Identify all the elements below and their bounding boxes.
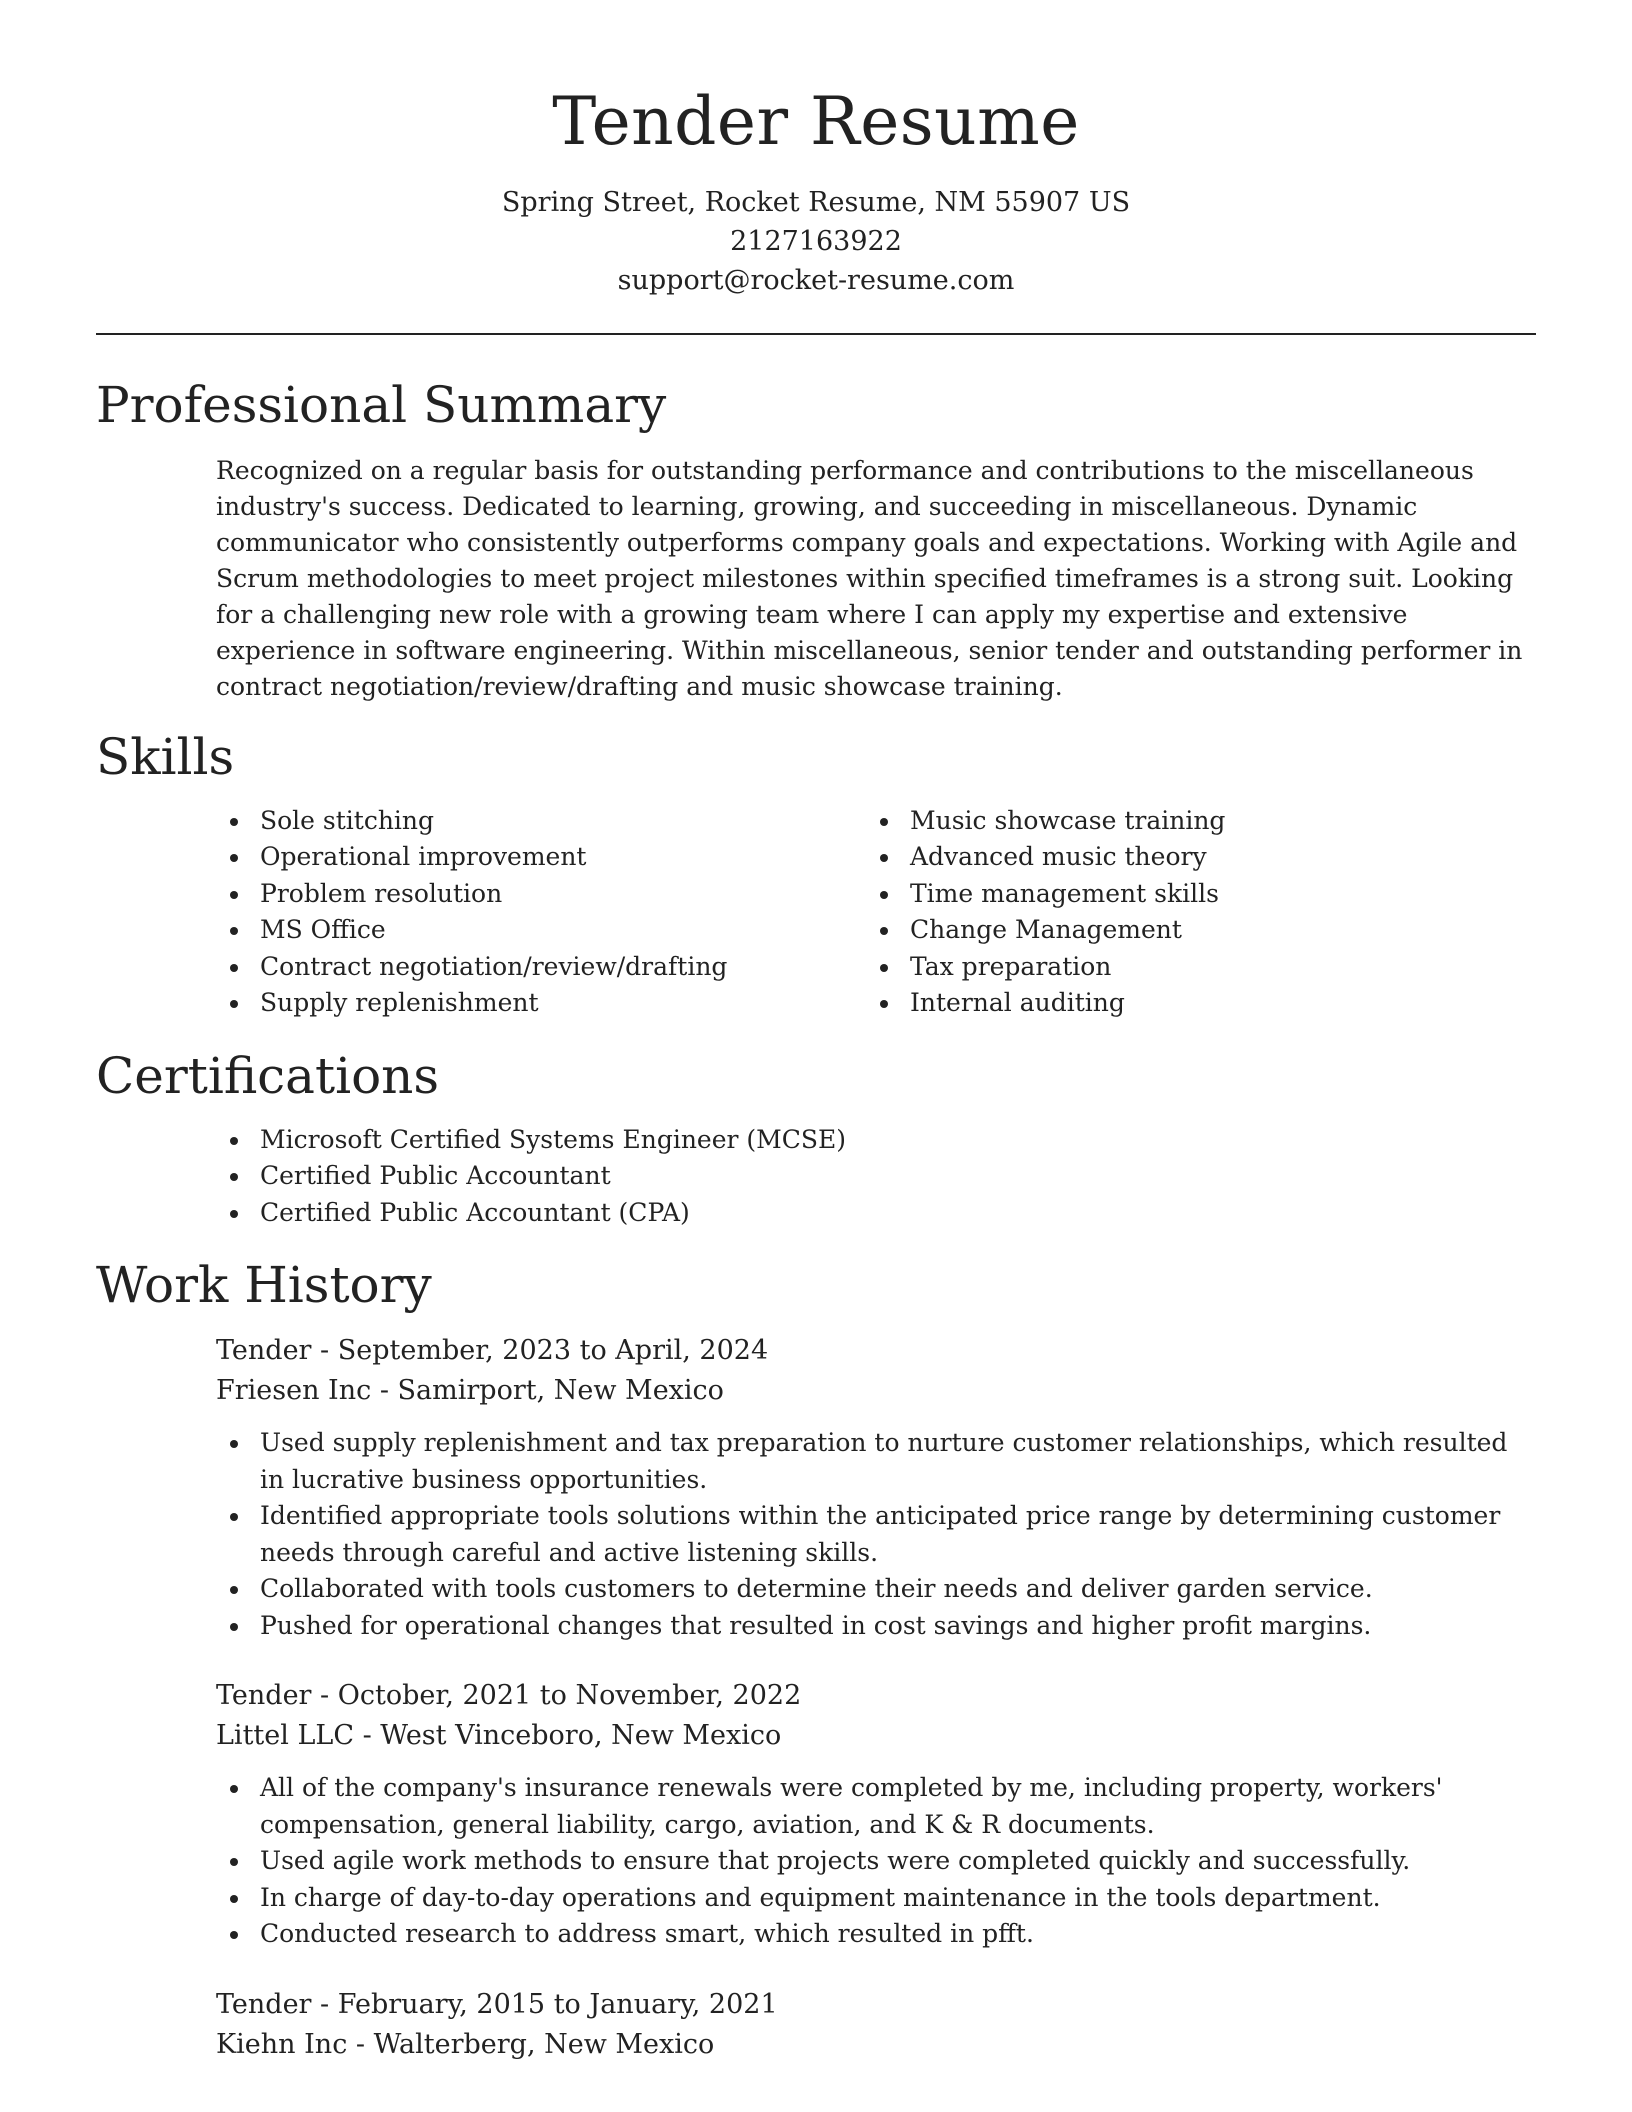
resume-header: [0, 0, 1632, 300]
certifications-heading: Certifications: [96, 1046, 440, 1105]
skill-item: Internal auditing: [866, 985, 1516, 1022]
job-bullet: Collaborated with tools customers to determine their needs and deliver garden service.: [216, 1571, 1536, 1608]
skill-item: Problem resolution: [216, 876, 866, 913]
job-title-line: Tender - October, 2021 to November, 2022: [216, 1680, 802, 1712]
skill-item: Sole stitching: [216, 803, 866, 840]
job-title-line: Tender - September, 2023 to April, 2024: [216, 1335, 769, 1367]
job-company-line: Friesen Inc - Samirport, New Mexico: [216, 1375, 724, 1407]
work-history-heading: Work History: [96, 1256, 432, 1315]
skill-item: MS Office: [216, 912, 866, 949]
job-company-line: Kiehn Inc - Walterberg, New Mexico: [216, 2028, 715, 2060]
skills-list-right: [866, 803, 1516, 1022]
skill-item: Time management skills: [866, 876, 1516, 913]
certification-item: Certified Public Accountant (CPA): [216, 1195, 1536, 1232]
job-bullets: [216, 1425, 1536, 1644]
job-dates: February, 2015 to January, 2021: [337, 1988, 778, 2020]
contact-phone: 2127163922: [730, 225, 902, 257]
job-bullet: In charge of day-to-day operations and equipment maintenance in the tools department.: [216, 1880, 1536, 1917]
certification-item: Certified Public Accountant: [216, 1158, 1536, 1195]
summary-heading: Professional Summary: [96, 375, 667, 434]
work-history-section: [96, 1255, 1536, 2065]
job-bullet: Used agile work methods to ensure that projects were completed quickly and successfully.: [216, 1843, 1536, 1880]
skills-grid: [216, 803, 1536, 1022]
skills-section: [96, 727, 1536, 1022]
job-location: West Vinceboro, New Mexico: [380, 1720, 782, 1752]
contact-email: support@rocket-resume.com: [617, 264, 1015, 296]
job-location: Walterberg, New Mexico: [373, 2028, 715, 2060]
job-bullets: [216, 1770, 1536, 1953]
certifications-section: [96, 1046, 1536, 1232]
job-entry: [216, 1985, 1536, 2065]
job-dates: September, 2023 to April, 2024: [337, 1335, 769, 1367]
skills-list-left: [216, 803, 866, 1022]
contact-address: Spring Street, Rocket Resume, NM 55907 US: [501, 186, 1131, 218]
contact-block: [0, 183, 1632, 300]
job-company-line: Littel LLC - West Vinceboro, New Mexico: [216, 1720, 782, 1752]
header-divider: [96, 333, 1536, 335]
job-entry: [216, 1331, 1536, 1644]
certification-item: Microsoft Certified Systems Engineer (MCSE): [216, 1122, 1536, 1159]
skill-item: Tax preparation: [866, 949, 1516, 986]
job-bullet: All of the company's insurance renewals were completed by me, including property, workers' compensation, general liability, cargo, aviation, and K & R documents.: [216, 1770, 1536, 1843]
job-company: Littel LLC: [216, 1720, 354, 1752]
job-dates: October, 2021 to November, 2022: [337, 1680, 802, 1712]
skill-item: Contract negotiation/review/drafting: [216, 949, 866, 986]
job-bullet: Used supply replenishment and tax preparation to nurture customer relationships, which resulted in lucrative business opportunities.: [216, 1425, 1536, 1498]
job-bullet: Conducted research to address smart, which resulted in pfft.: [216, 1916, 1536, 1953]
summary-section: [96, 375, 1536, 705]
skill-item: Change Management: [866, 912, 1516, 949]
skill-item: Music showcase training: [866, 803, 1516, 840]
skill-item: Supply replenishment: [216, 985, 866, 1022]
certifications-list: [216, 1122, 1536, 1232]
skills-heading: Skills: [96, 727, 235, 786]
skill-item: Advanced music theory: [866, 839, 1516, 876]
job-role: Tender: [216, 1988, 312, 2020]
job-company: Friesen Inc: [216, 1375, 372, 1407]
job-company: Kiehn Inc: [216, 2028, 348, 2060]
skill-item: Operational improvement: [216, 839, 866, 876]
job-role: Tender: [216, 1335, 312, 1367]
job-role: Tender: [216, 1680, 312, 1712]
summary-text: Recognized on a regular basis for outstanding performance and contributions to the miscellaneous industry's success. Dedicated to learning, growing, and succeeding in miscellaneous. Dynamic communicator who consistently outperforms company goals and expectations. Working with Agile and Scrum methodologies to meet project milestones within specified timeframes is a strong suit. Looking for a challenging new role with a growing team where I can apply my expertise and extensive experience in software engineering. Within miscellaneous, senior tender and outstanding performer in contract negotiation/review/drafting and music showcase training.: [216, 455, 1523, 701]
job-title-line: Tender - February, 2015 to January, 2021: [216, 1988, 778, 2020]
job-bullet: Pushed for operational changes that resulted in cost savings and higher profit margins.: [216, 1608, 1536, 1645]
job-bullet: Identified appropriate tools solutions within the anticipated price range by determining customer needs through careful and active listening skills.: [216, 1498, 1536, 1571]
job-entry: [216, 1676, 1536, 1953]
resume-name: Tender Resume: [552, 83, 1080, 160]
job-location: Samirport, New Mexico: [397, 1375, 724, 1407]
